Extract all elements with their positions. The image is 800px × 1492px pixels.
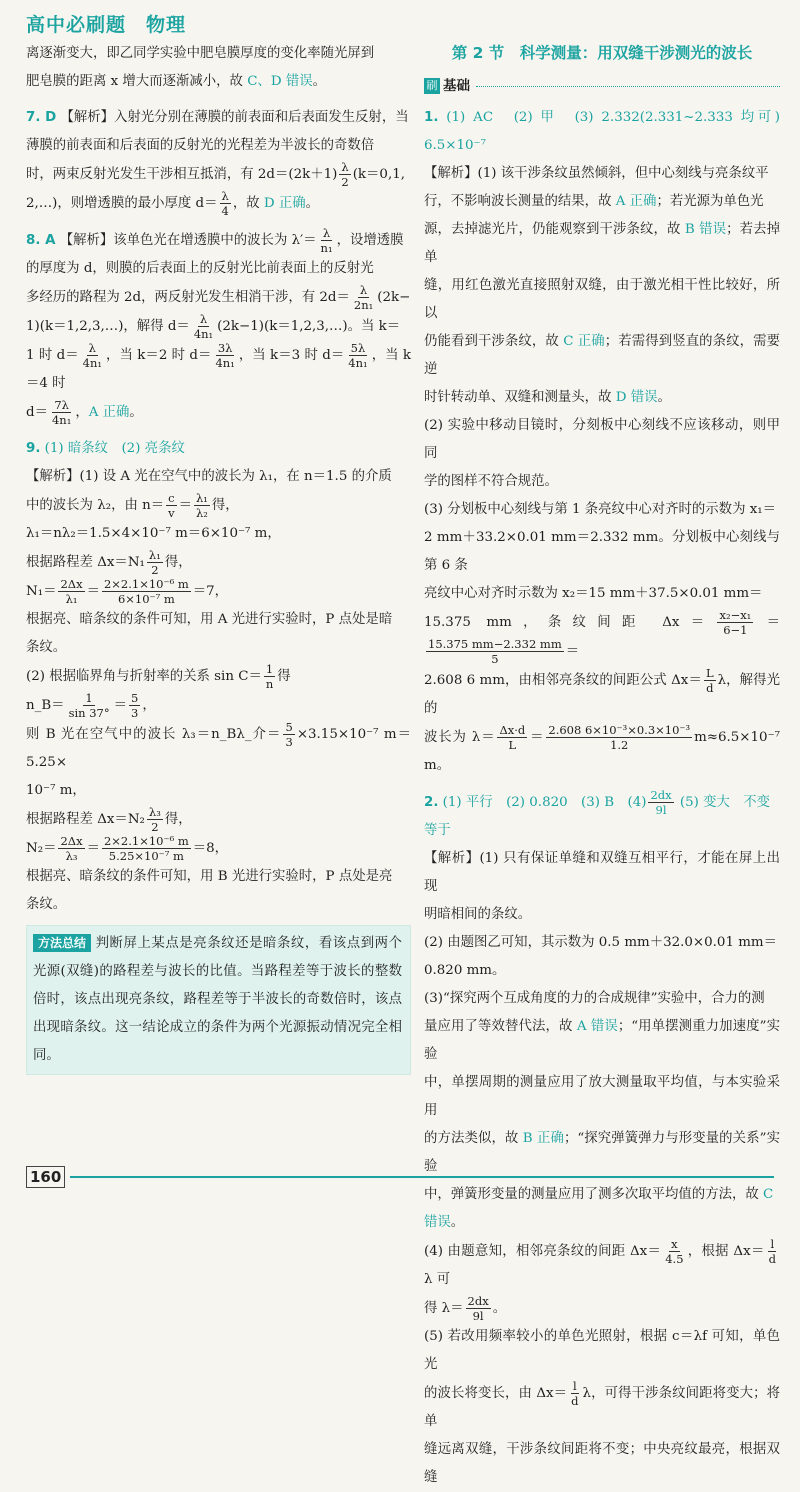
text-span: ，当 k＝4 时 <box>26 348 411 391</box>
text-span: 。 <box>312 74 326 89</box>
fraction <box>352 283 375 312</box>
right-column <box>424 40 794 1492</box>
text-span: 得， <box>164 812 192 827</box>
text-span: 2.608 6 mm，由相邻亮条纹的间距公式 Δx＝ <box>424 673 702 688</box>
text-line <box>424 104 794 160</box>
text-line <box>424 1181 780 1209</box>
text-line <box>424 1323 780 1379</box>
fraction-numerator: Δx·d <box>499 723 526 737</box>
fraction-numerator: 3λ <box>217 341 233 355</box>
text-span: 多经历的路程为 2d，两反射光发生相消干涉，有 2d＝ <box>26 290 350 305</box>
fraction-numerator: l <box>770 1237 775 1251</box>
fraction <box>102 834 191 863</box>
text-line <box>26 40 411 68</box>
text-span: 离逐渐变大，即乙同学实验中肥皂膜厚度的变化率随光屏到 <box>26 46 375 61</box>
text-span: 的波长将变长，由 Δx＝ <box>424 1386 568 1401</box>
text-line <box>424 1237 780 1294</box>
text-span: 缝远离双缝，干涉条纹间距将不变；中央亮纹最亮，根据双缝 <box>424 1442 780 1485</box>
fraction <box>166 491 177 520</box>
page-footer-bar <box>70 1176 774 1178</box>
book-title: 高中必刷题 物理 <box>26 14 187 36</box>
fraction <box>283 720 294 749</box>
fraction-numerator: 2×2.1×10⁻⁶ m <box>103 577 189 591</box>
answer-highlight: A 正确 <box>615 194 657 209</box>
fraction-denominator: d <box>768 1252 777 1266</box>
text-span: 10⁻⁷ m， <box>26 783 86 798</box>
text-span: 时，两束反射光发生干涉相互抵消，有 2d＝(2k＋1) <box>26 167 338 182</box>
question-8 <box>26 226 411 427</box>
text-line <box>424 188 780 216</box>
text-span: 量应用了等效替代法，故 <box>424 1019 577 1034</box>
text-span: (4) 由题意知，相邻亮条纹的间距 Δx＝ <box>424 1244 662 1259</box>
fraction <box>339 160 350 189</box>
text-span: 肥皂膜的距离 x 增大而逐渐减小，故 <box>26 74 248 89</box>
text-line <box>424 216 780 272</box>
fraction-denominator: 4.5 <box>665 1252 684 1266</box>
text-span: 根据路程差 Δx＝N₁ <box>26 555 145 570</box>
text-span: 缝，用红色激光直接照射双缝，由于激光相干性比较好，所以 <box>424 278 780 321</box>
fraction-numerator: 15.375 mm−2.332 mm <box>428 637 562 651</box>
fraction-numerator: λ <box>359 283 368 297</box>
text-span: 学的图样不符合规范。 <box>424 474 558 489</box>
text-line <box>26 160 411 189</box>
text-line <box>26 132 411 160</box>
text-line <box>26 834 411 863</box>
fraction <box>648 788 673 817</box>
fraction-numerator: l <box>573 1379 577 1393</box>
text-line <box>424 1125 780 1181</box>
text-span: 1 时 d＝ <box>26 348 79 363</box>
fraction-numerator: 2dx <box>650 788 672 802</box>
fraction <box>466 1294 491 1323</box>
fraction <box>569 1379 580 1408</box>
fraction <box>497 723 527 752</box>
fraction-denominator: v <box>168 506 175 520</box>
answer-highlight: D 错误 <box>615 390 658 405</box>
text-span: N₂＝ <box>26 841 57 856</box>
text-span: 的厚度为 d，则膜的后表面上的反射光比前表面上的反射光 <box>26 261 374 276</box>
fraction-denominator: 6×10⁻⁷ m <box>117 592 175 606</box>
question-number: 7. D <box>26 110 57 125</box>
text-span: 0.820 mm。 <box>424 963 506 978</box>
fraction-denominator: 2n₁ <box>353 298 374 312</box>
fraction-numerator: x₂−x₁ <box>719 608 752 622</box>
fraction-denominator: 6−1 <box>723 623 748 637</box>
text-line <box>424 272 780 328</box>
answer-highlight: (1) 平行 (2) 0.820 (3) B (4) <box>442 795 647 810</box>
text-line <box>26 520 411 548</box>
text-line <box>424 957 780 985</box>
fraction-numerator: 2Δx <box>60 834 83 848</box>
text-span: 2 mm＋33.2×0.01 mm＝2.332 mm。分划板中心刻线与第 6 条 <box>424 530 780 573</box>
fraction-numerator: 7λ <box>54 398 69 412</box>
fraction <box>147 805 163 834</box>
text-span: 2,…)，则增透膜的最小厚度 d＝ <box>26 196 218 211</box>
fraction-numerator: 2Δx <box>60 577 83 591</box>
fraction-numerator: λ₁ <box>148 548 161 562</box>
text-span: ，根据 Δx＝ <box>687 1244 765 1259</box>
fraction-denominator: 4 <box>221 204 229 218</box>
text-span: 【解析】(1) 只有保证单缝和双缝互相平行，才能在屏上出现 <box>424 851 780 894</box>
fraction-denominator: 5.25×10⁻⁷ m <box>108 849 184 863</box>
fraction-numerator: λ <box>199 312 208 326</box>
text-span: ＝7， <box>192 584 229 599</box>
fraction <box>102 577 191 606</box>
text-line <box>26 68 411 96</box>
text-span: 中，单摆周期的测量应用了放大测量取平均值，与本实验采用 <box>424 1075 780 1118</box>
section-title: 第 2 节 科学测量：用双缝干涉测光的波长 <box>451 44 753 62</box>
fraction-numerator: 2dx <box>467 1294 489 1308</box>
fraction <box>264 662 275 691</box>
fraction-denominator: 4n₁ <box>51 413 72 427</box>
text-span: ， <box>142 698 156 713</box>
text-span: ， <box>75 405 89 420</box>
fraction <box>194 491 210 520</box>
text-span: λ 可 <box>424 1272 451 1287</box>
fraction-numerator: 5 <box>130 691 139 705</box>
fraction-denominator: L <box>508 738 517 752</box>
text-span: (3) 分划板中心刻线与第 1 条亮纹中心对齐时的示数为 x₁＝ <box>424 502 777 517</box>
question-number: 8. A <box>26 233 56 248</box>
fraction <box>426 637 564 666</box>
basic-label: 基础 <box>443 78 470 94</box>
fraction-denominator: sin 37° <box>68 706 110 720</box>
text-span: ；若光源为单色光 <box>656 194 764 209</box>
text-line <box>26 104 411 132</box>
text-line <box>26 777 411 805</box>
text-line <box>26 662 411 691</box>
text-line <box>424 817 780 845</box>
text-span: n_B＝ <box>26 698 65 713</box>
fraction-denominator: n₁ <box>320 241 333 255</box>
answer-highlight: (1) 暗条纹 (2) 亮条纹 <box>44 441 185 456</box>
text-span: d＝ <box>26 405 48 420</box>
fraction-denominator: 3 <box>285 735 293 749</box>
text-line <box>26 691 411 720</box>
answer-highlight: D 正确 <box>263 196 306 211</box>
text-line <box>26 255 411 283</box>
text-span: 15.375 mm，条纹间距 Δx＝ <box>424 615 716 630</box>
text-line <box>424 1379 780 1436</box>
text-span: ＝ <box>113 698 127 713</box>
text-span: (2) 实验中移动目镜时，分刻板中心刻线不应该移动，则甲同 <box>424 418 780 461</box>
fraction-denominator: 9l <box>655 803 667 817</box>
fraction-denominator: 2 <box>151 820 159 834</box>
text-line <box>424 328 780 384</box>
text-span: 【解析】入射光分别在薄膜的前表面和后表面发生反射，当 <box>60 110 409 125</box>
text-span: 。 <box>129 405 143 420</box>
text-line <box>26 312 411 341</box>
method-summary-tag: 方法总结 <box>33 934 91 952</box>
text-span: 条纹。 <box>26 640 67 655</box>
answer-highlight: 等于 <box>424 823 451 838</box>
fraction <box>346 341 369 370</box>
text-span: 的方法类似，故 <box>424 1131 523 1146</box>
fraction-numerator: λ <box>221 189 229 203</box>
question-number: 2. <box>424 795 439 810</box>
answer-highlight: A 正确 <box>88 405 130 420</box>
text-span: (2) 由题图乙可知，其示数为 0.5 mm＋32.0×0.01 mm＝ <box>424 935 778 950</box>
fraction <box>319 226 335 255</box>
text-line <box>424 901 780 929</box>
text-span: 。 <box>657 390 671 405</box>
text-line <box>26 863 411 891</box>
fraction <box>717 608 753 637</box>
text-line <box>424 580 780 608</box>
fraction <box>546 723 692 752</box>
text-span: 。 <box>450 1215 465 1230</box>
text-span: 【解析】(1) 该干涉条纹虽然倾斜，但中心刻线与亮条纹平 <box>424 166 769 181</box>
text-span: (k＝0,1, <box>352 167 405 182</box>
text-span: (2k− <box>377 290 411 305</box>
fraction <box>213 341 236 370</box>
answer-highlight: A 错误 <box>576 1019 618 1034</box>
answer-highlight: C、D 错误 <box>247 74 313 89</box>
fraction-numerator: c <box>168 491 175 505</box>
text-line <box>424 788 780 817</box>
fraction-denominator: 5 <box>491 652 499 666</box>
answer-highlight: B 错误 <box>684 222 727 237</box>
method-summary-box <box>26 925 411 1075</box>
text-line <box>26 805 411 834</box>
left-column <box>26 40 411 1075</box>
text-line <box>424 723 780 780</box>
question-number: 1. <box>424 110 439 125</box>
text-line <box>424 384 780 412</box>
text-span: λ，解得光的 <box>424 673 780 716</box>
fraction-numerator: λ <box>88 341 96 355</box>
fraction <box>58 834 84 863</box>
text-span: 条纹。 <box>26 897 67 912</box>
fraction-denominator: d <box>706 681 714 695</box>
text-span: 【解析】该单色光在增透膜中的波长为 λ′＝ <box>59 233 317 248</box>
text-span: 中，弹簧形变量的测量应用了测多次取平均值的方法，故 <box>424 1187 764 1202</box>
text-line <box>26 548 411 577</box>
text-span: ＝8， <box>192 841 229 856</box>
fraction-denominator: 4n₁ <box>348 356 368 370</box>
text-line <box>424 412 780 468</box>
fraction <box>192 312 215 341</box>
text-span: ；若去掉单 <box>424 222 781 265</box>
text-line <box>26 435 411 463</box>
divider <box>476 86 780 87</box>
question-number: 9. <box>26 441 41 456</box>
fraction-denominator: 9l <box>472 1309 484 1323</box>
fraction-numerator: 1 <box>85 691 93 705</box>
fraction-numerator: λ <box>322 226 331 240</box>
fraction-denominator: 2 <box>341 175 349 189</box>
text-line <box>26 720 411 777</box>
text-span: 1)(k＝1,2,3,…)，解得 d＝ <box>26 319 190 334</box>
fraction-denominator: d <box>571 1394 579 1408</box>
answer-highlight: (5) 变大 不变 <box>679 795 771 810</box>
text-span: ＝ <box>86 841 100 856</box>
answer-highlight: B 正确 <box>522 1131 564 1146</box>
fraction-numerator: 2.608 6×10⁻³×0.3×10⁻³ <box>548 723 691 737</box>
basic-section-bar <box>424 72 780 100</box>
fraction-denominator: 2 <box>151 563 159 577</box>
text-span: 源，去掉滤光片，仍能观察到干涉条纹，故 <box>424 222 685 237</box>
text-span: 根据路程差 Δx＝N₂ <box>26 812 145 827</box>
fraction-numerator: 2×2.1×10⁻⁶ m <box>103 834 189 848</box>
text-span: 得， <box>211 498 239 513</box>
text-line <box>424 468 780 496</box>
fraction-numerator: λ₁ <box>196 491 208 505</box>
text-span: N₁＝ <box>26 584 57 599</box>
text-line <box>26 463 411 491</box>
fraction-numerator: x <box>671 1237 678 1251</box>
text-span: 亮纹中心对齐时示数为 x₂＝15 mm＋37.5×0.01 mm＝ <box>424 586 763 601</box>
fraction-denominator: 4n₁ <box>193 327 214 341</box>
page-header <box>26 10 186 37</box>
question-1 <box>424 104 794 780</box>
text-line <box>424 496 780 524</box>
text-span: ，故 <box>232 196 264 211</box>
text-span: λ₁＝nλ₂＝1.5×4×10⁻⁷ m＝6×10⁻⁷ m， <box>26 526 281 541</box>
fraction-denominator: λ₃ <box>65 849 78 863</box>
text-span: (2k−1)(k＝1,2,3,…)。当 k＝ <box>217 319 401 334</box>
fraction-numerator: 1 <box>265 662 274 676</box>
fraction <box>147 548 163 577</box>
fraction <box>50 398 73 427</box>
answer-highlight: (1) AC (2) 甲 (3) 2.332(2.331~2.333 均可) 6.5×10⁻⁷ <box>424 110 794 153</box>
text-span: ；“用单摆测重力加速度”实验 <box>424 1019 780 1062</box>
text-line <box>424 1436 780 1492</box>
text-span: 明暗相间的条纹。 <box>424 907 532 922</box>
text-span: 。 <box>305 196 320 211</box>
fraction <box>663 1237 685 1266</box>
text-span: 【解析】(1) 设 A 光在空气中的波长为 λ₁，在 n＝1.5 的介质 <box>26 469 392 484</box>
fraction-denominator: n <box>265 677 274 691</box>
answer-highlight: C 正确 <box>563 334 605 349</box>
page-number: 160 <box>26 1166 65 1188</box>
text-line <box>26 891 411 919</box>
text-line <box>26 398 411 427</box>
text-line <box>424 929 780 957</box>
text-span: ＝ <box>755 615 781 630</box>
answer-highlight: 错误 <box>424 1215 451 1230</box>
fraction-denominator: 1.2 <box>610 738 629 752</box>
text-span: ，当 k＝2 时 d＝ <box>105 348 212 363</box>
fraction <box>58 577 84 606</box>
text-line <box>424 160 780 188</box>
fraction-numerator: λ₃ <box>148 805 161 819</box>
text-line <box>26 606 411 634</box>
text-span: 中的波长为 λ₂，由 n＝ <box>26 498 165 513</box>
text-span: (3)“探究两个互成角度的力的合成规律”实验中，合力的测 <box>424 991 765 1006</box>
text-line <box>26 283 411 312</box>
fraction <box>67 691 112 720</box>
fraction-denominator: λ₁ <box>65 592 78 606</box>
fraction-numerator: λ <box>341 160 349 174</box>
text-span: 得， <box>164 555 192 570</box>
text-span: 仍能看到干涉条纹，故 <box>424 334 564 349</box>
text-line <box>424 845 780 901</box>
text-line: 中的波长为 λ₂，由 n＝ $\frac{c}{v}$ ＝ $\frac{\text{λ₁}}{\text{λ₂}}$ 得， <box>26 491 239 520</box>
fraction-denominator: 4n₁ <box>215 356 235 370</box>
text-span: 根据亮、暗条纹的条件可知，用 B 光进行实验时，P 点处是亮 <box>26 869 393 884</box>
text-span: λ，可得干涉条纹间距将变大；将单 <box>424 1386 780 1429</box>
text-span: 根据亮、暗条纹的条件可知，用 A 光进行实验时，P 点处是暗 <box>26 612 393 627</box>
fraction <box>220 189 231 218</box>
text-line <box>424 1013 780 1069</box>
text-line <box>26 341 411 398</box>
text-span: ＝ <box>529 730 545 745</box>
fraction <box>767 1237 778 1266</box>
text-line <box>26 577 411 606</box>
fraction-numerator: L <box>705 666 714 680</box>
brush-icon: 刷 <box>424 78 440 94</box>
fraction <box>129 691 140 720</box>
question-7 <box>26 104 411 218</box>
text-span: m≈6.5×10⁻⁷ m。 <box>424 730 781 773</box>
question-9 <box>26 435 411 919</box>
text-span: ＝ <box>565 644 580 659</box>
text-span: ，当 k＝3 时 d＝ <box>238 348 345 363</box>
text-span: 行，不影响波长测量的结果，故 <box>424 194 616 209</box>
text-line <box>424 524 780 580</box>
text-span: 薄膜的前表面和后表面的反射光的光程差为半波长的奇数倍 <box>26 138 375 153</box>
text-line <box>33 930 402 1070</box>
text-line <box>424 1069 780 1125</box>
text-span: ×3.15×10⁻⁷ m＝5.25× <box>26 727 412 770</box>
text-line <box>26 226 411 255</box>
answer-highlight: C <box>763 1187 774 1202</box>
question-2 <box>424 788 780 1492</box>
fraction <box>704 666 716 695</box>
text-line <box>424 608 780 666</box>
text-span: ；若需得到竖直的条纹，需要逆 <box>424 334 780 377</box>
text-span: (2) 根据临界角与折射率的关系 sin C＝ <box>26 669 262 684</box>
fraction-denominator: λ₂ <box>196 506 208 520</box>
fraction <box>81 341 104 370</box>
fraction-numerator: 5λ <box>350 341 366 355</box>
fraction-denominator: 4n₁ <box>82 356 102 370</box>
text-span: (5) 若改用频率较小的单色光照射，根据 c＝λf 可知，单色光 <box>424 1329 780 1372</box>
text-span: 波长为 λ＝ <box>424 730 496 745</box>
text-span: 得 <box>277 669 291 684</box>
text-line <box>424 1209 780 1237</box>
fraction-numerator: 5 <box>285 720 293 734</box>
text-span: 。 <box>492 1301 507 1316</box>
text-span: ＝ <box>86 584 100 599</box>
text-line <box>424 985 780 1013</box>
text-line <box>26 634 411 662</box>
text-line <box>26 189 411 218</box>
fraction-denominator: 3 <box>130 706 139 720</box>
text-span: 则 B 光在空气中的波长 λ₃＝n_Bλ_介＝ <box>26 727 282 742</box>
text-span: ；“探究弹簧弹力与形变量的关系”实验 <box>424 1131 780 1174</box>
text-span: ，设增透膜 <box>336 233 404 248</box>
text-line <box>424 666 780 723</box>
text-span: 时针转动单、双缝和测量头，故 <box>424 390 616 405</box>
method-summary-text: 判断屏上某点是亮条纹还是暗条纹，看该点到两个光源(双缝)的路程差与波长的比值。当路程差等于波长的整数倍时，该点出现亮条纹，路程差等于半波长的奇数倍时，该点出现暗条纹。这一结论成立的条件为两个光源振动情况完全相同。 <box>33 936 402 1063</box>
text-line <box>424 1294 780 1323</box>
text-span: 得 λ＝ <box>424 1301 464 1316</box>
